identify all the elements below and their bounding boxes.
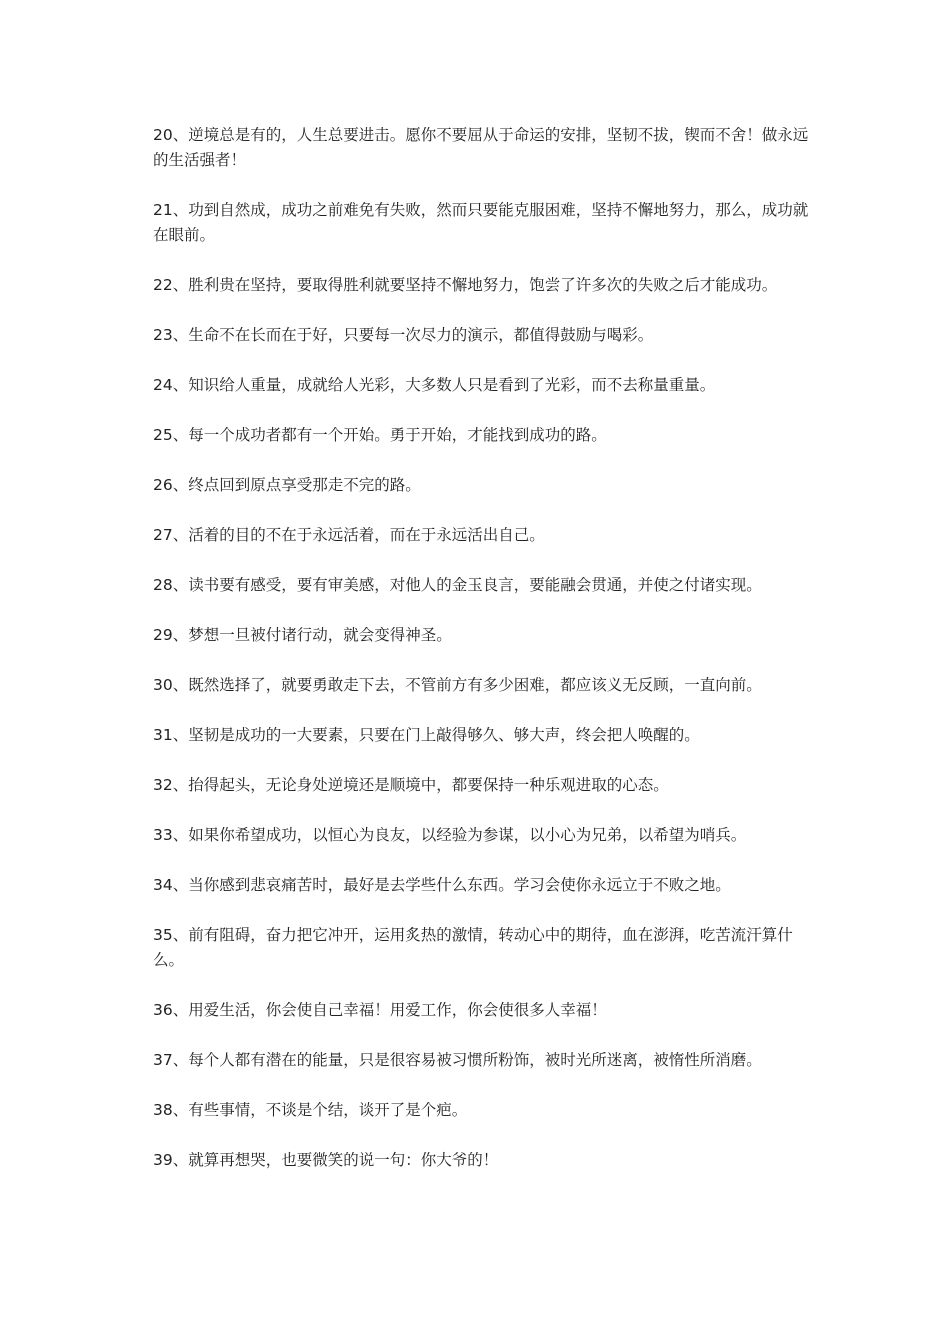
quote-text: 有些事情，不谈是个结，谈开了是个疤。 xyxy=(188,1101,468,1119)
quote-text: 既然选择了，就要勇敢走下去，不管前方有多少困难，都应该义无反顾，一直向前。 xyxy=(188,676,762,694)
list-item xyxy=(153,423,813,448)
list-item xyxy=(153,523,813,548)
list-item xyxy=(153,998,813,1023)
quote-number: 32、 xyxy=(153,776,189,794)
quote-text: 前有阻碍，奋力把它冲开，运用炙热的激情，转动心中的期待，血在澎湃，吃苦流汗算什么。 xyxy=(153,926,793,969)
list-item xyxy=(153,773,813,798)
quote-text: 梦想一旦被付诸行动，就会变得神圣。 xyxy=(188,626,452,644)
quote-text: 读书要有感受，要有审美感，对他人的金玉良言，要能融会贯通，并使之付诸实现。 xyxy=(188,576,762,594)
quote-text: 生命不在长而在于好，只要每一次尽力的演示，都值得鼓励与喝彩。 xyxy=(188,326,654,344)
quote-number: 27、 xyxy=(153,526,189,544)
list-item xyxy=(153,1148,813,1173)
quote-text: 抬得起头，无论身处逆境还是顺境中，都要保持一种乐观进取的心态。 xyxy=(188,776,669,794)
quote-number: 28、 xyxy=(153,576,189,594)
quote-number: 35、 xyxy=(153,926,189,944)
list-item xyxy=(153,273,813,298)
list-item xyxy=(153,673,813,698)
quote-text: 终点回到原点享受那走不完的路。 xyxy=(188,476,421,494)
quote-number: 20、 xyxy=(153,126,189,144)
quote-number: 25、 xyxy=(153,426,189,444)
quote-text: 胜利贵在坚持，要取得胜利就要坚持不懈地努力，饱尝了许多次的失败之后才能成功。 xyxy=(188,276,778,294)
quote-number: 21、 xyxy=(153,201,189,219)
quote-number: 38、 xyxy=(153,1101,189,1119)
list-item xyxy=(153,873,813,898)
list-item xyxy=(153,123,813,173)
quote-number: 33、 xyxy=(153,826,189,844)
list-item xyxy=(153,723,813,748)
quote-number: 31、 xyxy=(153,726,189,744)
list-item xyxy=(153,473,813,498)
quote-text: 逆境总是有的，人生总要进击。愿你不要屈从于命运的安排，坚韧不拔，锲而不舍！做永远的生活强者！ xyxy=(153,126,809,169)
list-item xyxy=(153,198,813,248)
quote-text: 用爱生活，你会使自己幸福！用爱工作，你会使很多人幸福！ xyxy=(188,1001,607,1019)
quote-text: 就算再想哭，也要微笑的说一句：你大爷的！ xyxy=(188,1151,499,1169)
list-item xyxy=(153,623,813,648)
quote-text: 坚韧是成功的一大要素，只要在门上敲得够久、够大声，终会把人唤醒的。 xyxy=(188,726,700,744)
quote-text: 每一个成功者都有一个开始。勇于开始，才能找到成功的路。 xyxy=(188,426,607,444)
quote-number: 34、 xyxy=(153,876,189,894)
quote-number: 26、 xyxy=(153,476,189,494)
quote-number: 30、 xyxy=(153,676,189,694)
quote-text: 知识给人重量，成就给人光彩，大多数人只是看到了光彩，而不去称量重量。 xyxy=(188,376,716,394)
list-item xyxy=(153,923,813,973)
list-item xyxy=(153,323,813,348)
quote-number: 29、 xyxy=(153,626,189,644)
quote-number: 23、 xyxy=(153,326,189,344)
quote-number: 39、 xyxy=(153,1151,189,1169)
list-item xyxy=(153,573,813,598)
quote-text: 如果你希望成功，以恒心为良友，以经验为参谋，以小心为兄弟，以希望为哨兵。 xyxy=(188,826,747,844)
list-item xyxy=(153,1098,813,1123)
quote-text: 每个人都有潜在的能量，只是很容易被习惯所粉饰，被时光所迷离，被惰性所消磨。 xyxy=(188,1051,762,1069)
list-item xyxy=(153,1048,813,1073)
quote-text: 功到自然成，成功之前难免有失败，然而只要能克服困难，坚持不懈地努力，那么，成功就在眼前。 xyxy=(153,201,809,244)
quote-number: 22、 xyxy=(153,276,189,294)
quote-text: 当你感到悲哀痛苦时，最好是去学些什么东西。学习会使你永远立于不败之地。 xyxy=(188,876,731,894)
list-item xyxy=(153,373,813,398)
quote-text: 活着的目的不在于永远活着，而在于永远活出自己。 xyxy=(188,526,545,544)
list-item xyxy=(153,823,813,848)
quote-number: 24、 xyxy=(153,376,189,394)
quote-list xyxy=(153,123,813,1198)
quote-number: 37、 xyxy=(153,1051,189,1069)
quote-number: 36、 xyxy=(153,1001,189,1019)
